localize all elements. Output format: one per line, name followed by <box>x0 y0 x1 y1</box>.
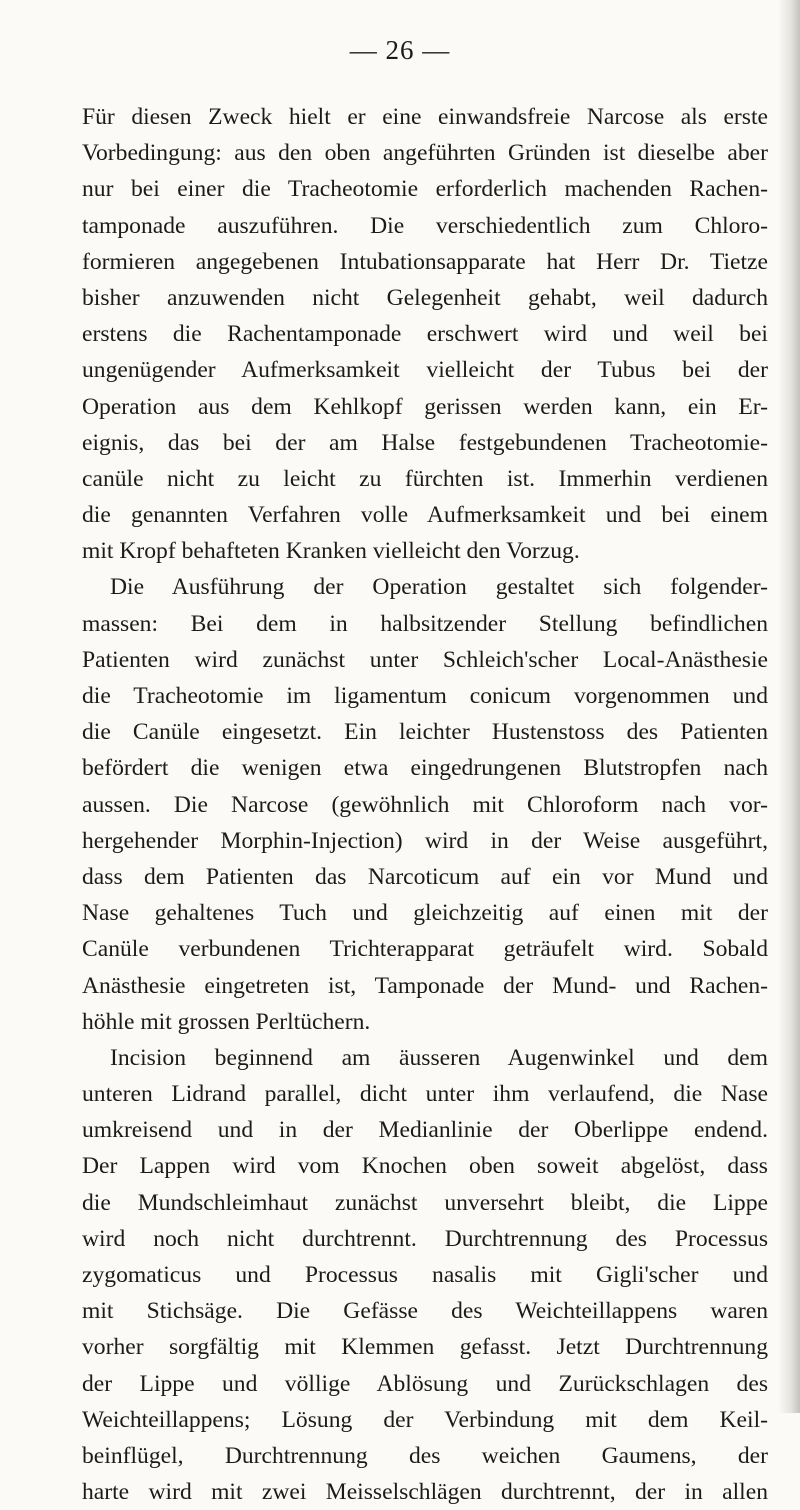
text-line: Anästhesie eingetreten ist, Tamponade der Mund- und Rachen- <box>82 972 768 999</box>
text-line: Nase gehaltenes Tuch und gleichzeitig auf einen mit der <box>82 900 768 927</box>
text-line: Der Lappen wird vom Knochen oben soweit abgelöst, dass <box>82 1153 768 1180</box>
text-line: unteren Lidrand parallel, dicht unter ihm verlaufend, die Nase <box>82 1081 768 1108</box>
text-line: der Lippe und völlige Ablösung und Zurückschlagen des <box>82 1370 768 1397</box>
text-line: höhle mit grossen Perltüchern. <box>82 1008 371 1035</box>
text-line: Operation aus dem Kehlkopf gerissen werden kann, ein Er- <box>82 393 768 420</box>
text-line: dass dem Patienten das Narcoticum auf ein vor Mund und <box>82 863 768 890</box>
text-line: umkreisend und in der Medianlinie der Oberlippe endend. <box>82 1117 768 1144</box>
text-line: eignis, das bei der am Halse festgebundenen Tracheotomie- <box>82 429 768 456</box>
page-edge-shadow <box>778 0 800 1413</box>
text-line: mit Stichsäge. Die Gefässe des Weichteillappens waren <box>82 1298 768 1325</box>
page-number: — 26 — <box>349 35 451 65</box>
text-line: Canüle verbundenen Trichterapparat geträufelt wird. Sobald <box>82 936 768 963</box>
text-line: Weichteillappens; Lösung der Verbindung mit dem Keil- <box>82 1406 768 1433</box>
text-line: vorher sorgfältig mit Klemmen gefasst. Jetzt Durchtrennung <box>82 1334 768 1361</box>
text-line: formieren angegebenen Intubationsapparate hat Herr Dr. Tietze <box>82 248 768 275</box>
text-line: harte wird mit zwei Meisselschlägen durchtrennt, der in allen <box>82 1479 768 1506</box>
text-line: tamponade auszuführen. Die verschiedentlich zum Chloro- <box>82 212 768 239</box>
text-line: beinflügel, Durchtrennung des weichen Gaumens, der <box>82 1442 768 1469</box>
text-line: Für diesen Zweck hielt er eine einwandsfreie Narcose als erste <box>82 104 768 130</box>
body-text <box>82 99 768 1510</box>
text-line: ungenügender Aufmerksamkeit vielleicht der Tubus bei der <box>82 357 768 384</box>
text-line: hergehender Morphin-Injection) wird in der Weise ausgeführt, <box>82 827 768 854</box>
text-line: canüle nicht zu leicht zu fürchten ist. Immerhin verdienen <box>82 465 768 492</box>
text-line: aussen. Die Narcose (gewöhnlich mit Chloroform nach vor- <box>82 791 768 818</box>
text-line: massen: Bei dem in halbsitzender Stellung befindlichen <box>82 610 768 637</box>
text-line: zygomaticus und Processus nasalis mit Gigli'scher und <box>82 1262 768 1288</box>
text-line: Incision beginnend am äusseren Augenwinkel und dem <box>110 1044 768 1071</box>
text-line: befördert die wenigen etwa eingedrungenen Blutstropfen nach <box>82 755 768 782</box>
text-line: die Canüle eingesetzt. Ein leichter Hustenstoss des Patienten <box>82 719 768 746</box>
text-line: mit Kropf behafteten Kranken vielleicht den Vorzug. <box>82 538 580 565</box>
text-line: erstens die Rachentamponade erschwert wird und weil bei <box>82 321 768 348</box>
text-line: die Tracheotomie im ligamentum conicum vorgenommen und <box>82 683 768 709</box>
text-line: Patienten wird zunächst unter Schleich'scher Local-Anästhesie <box>82 646 768 673</box>
text-line: die genannten Verfahren volle Aufmerksamkeit und bei einem <box>82 502 768 529</box>
text-line: bisher anzuwenden nicht Gelegenheit gehabt, weil dadurch <box>82 284 768 311</box>
text-line: nur bei einer die Tracheotomie erforderlich machenden Rachen- <box>82 176 768 203</box>
text-line: Vorbedingung: aus den oben angeführten Gründen ist dieselbe aber <box>82 140 768 167</box>
text-line: die Mundschleimhaut zunächst unversehrt bleibt, die Lippe <box>82 1189 768 1216</box>
text-line: wird noch nicht durchtrennt. Durchtrennung des Processus <box>82 1225 768 1252</box>
text-line: Die Ausführung der Operation gestaltet sich folgender- <box>110 574 768 601</box>
